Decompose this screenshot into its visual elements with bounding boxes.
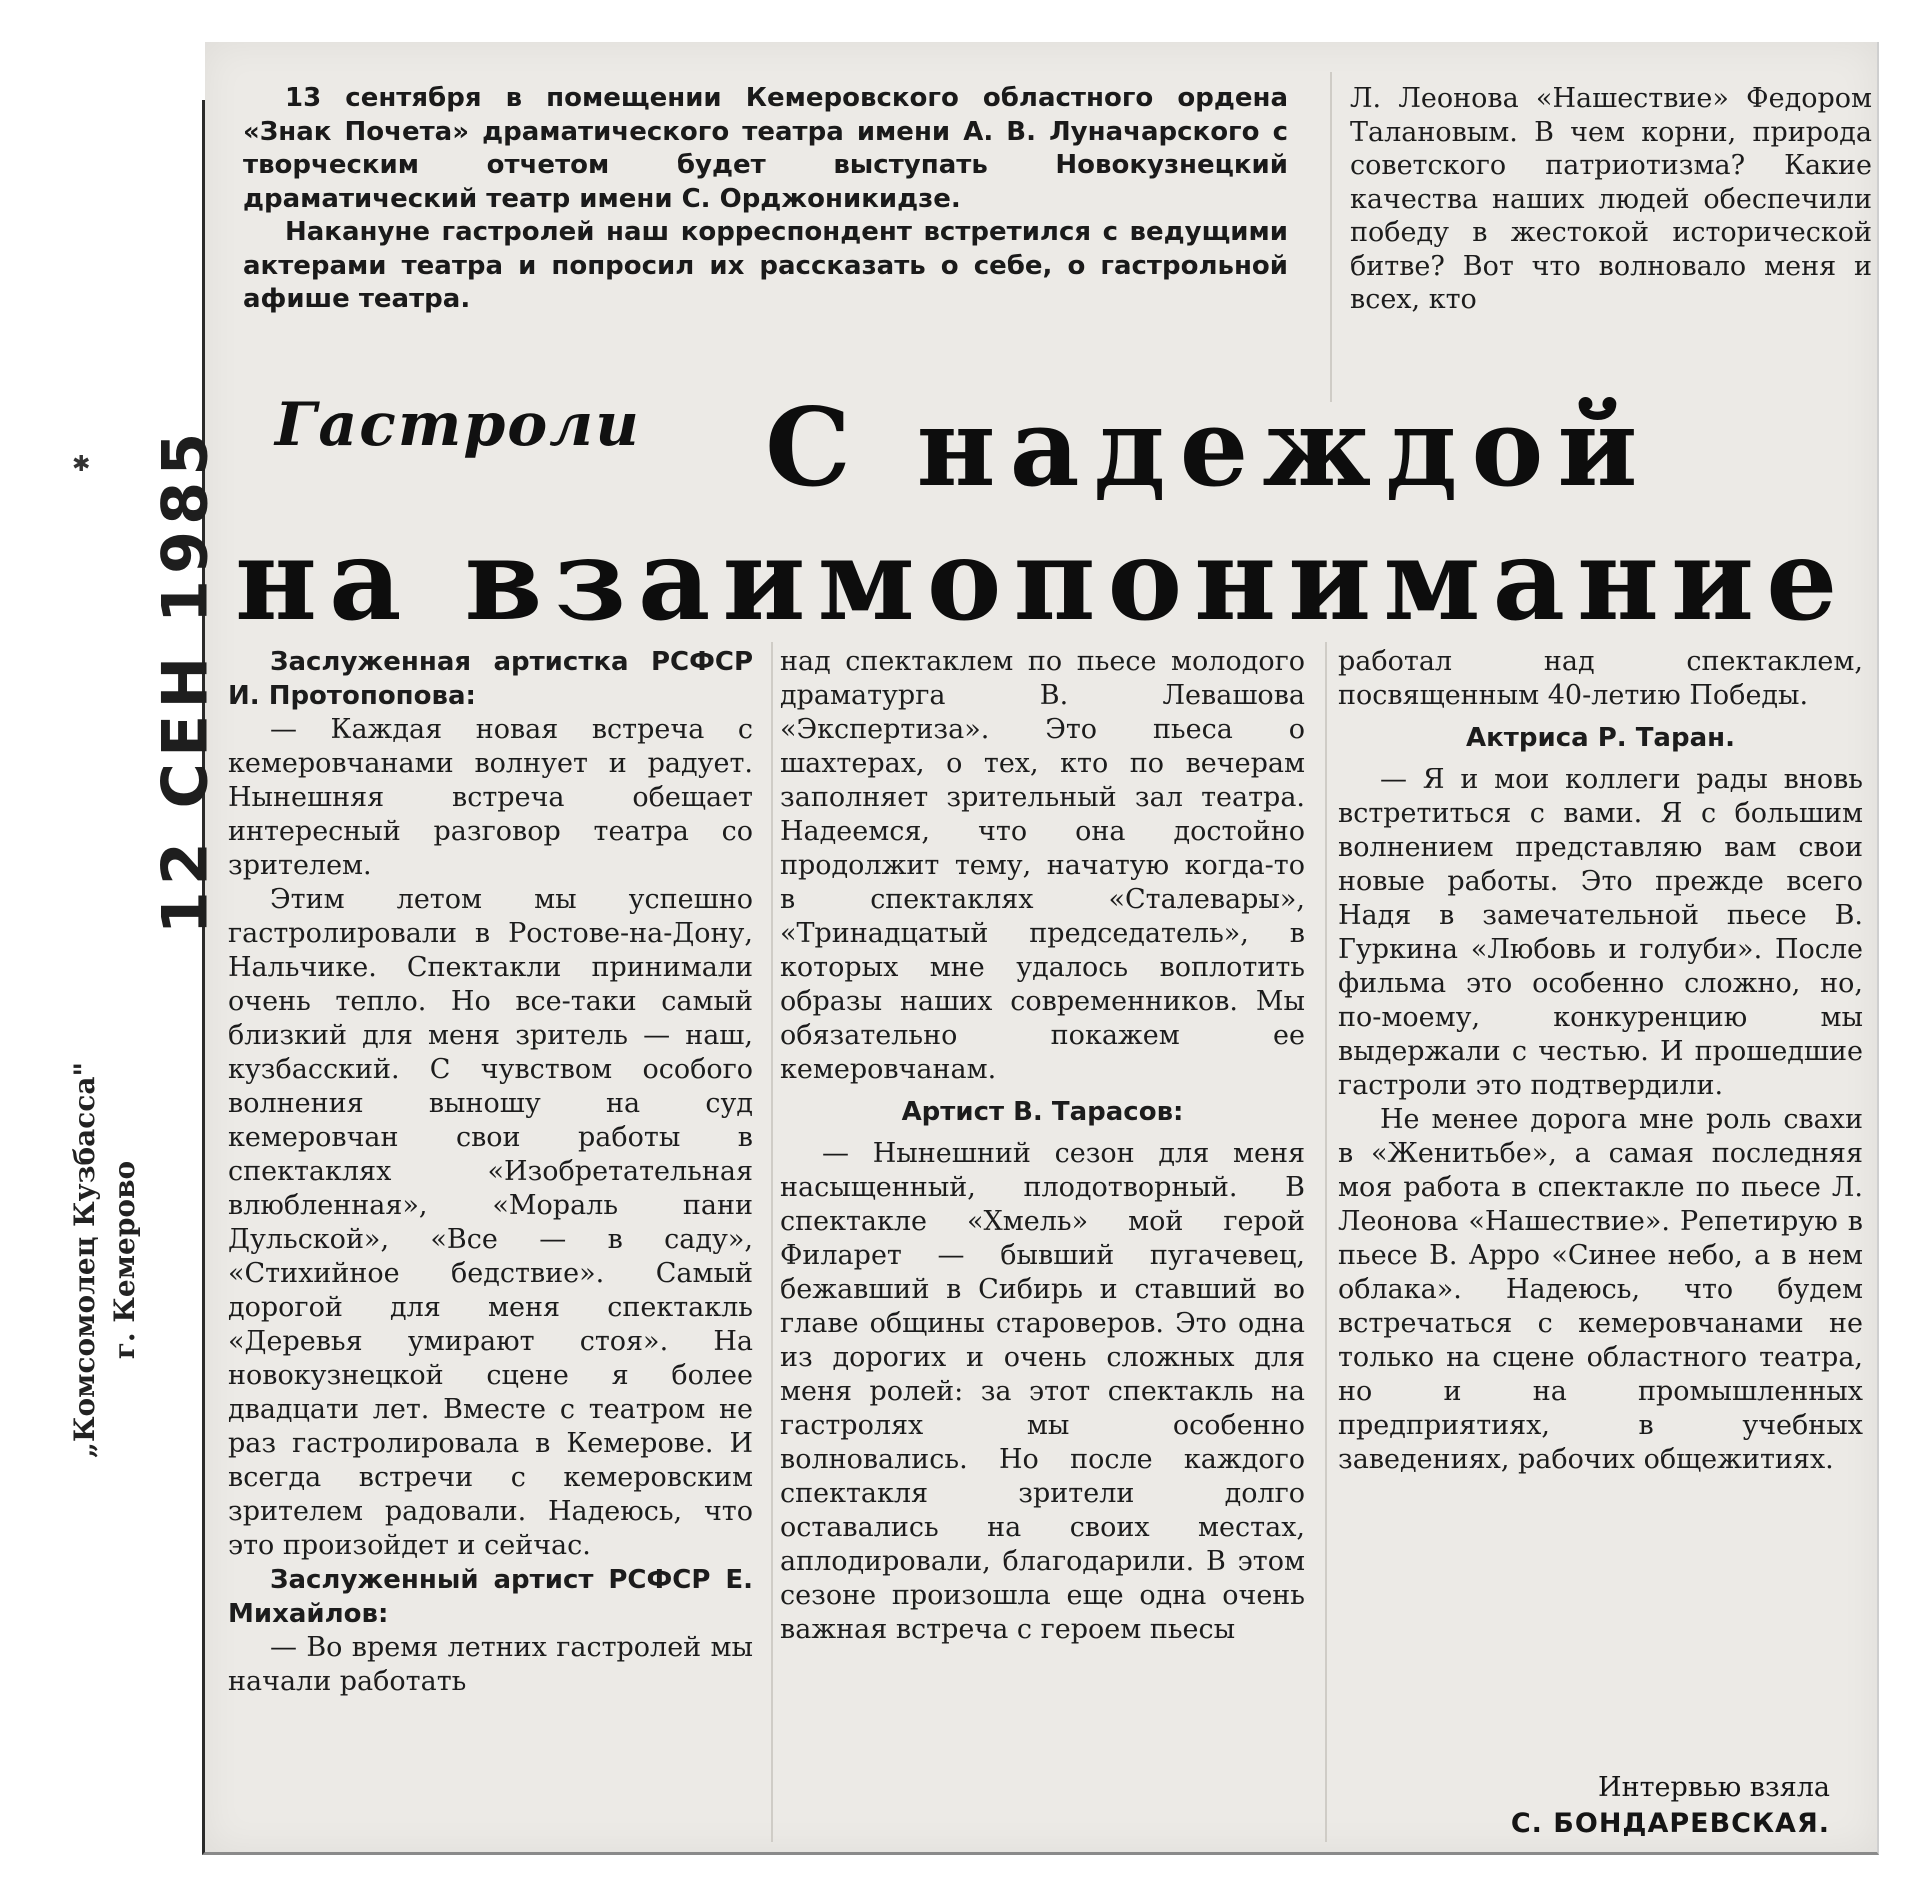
article-paragraph: — Я и мои коллеги рады вновь встретиться с вами. Я с большим волнением представляю вам свои новые работы. Это прежде всего Надя в замечательной пьесе В. Гуркина «Любовь и голуби». После фильма это особенно сложно, но, по-моему, конкуренцию мы выдержали с честью. И прошедшие гастроли это подтвердили. [1338, 764, 1863, 1101]
rubric-label: Гастроли [275, 390, 641, 460]
article-paragraph: Этим летом мы успешно гастролировали в Ростове-на-Дону, Нальчике. Спектакли принимали очень тепло. Но все-таки самый близкий для меня зритель — наш, кузбасский. С чувством особого волнения выношу на суд кемеровчан свои работы в спектаклях «Изобретательная влюбленная», «Мораль пани Дульской», «Все — в саду», «Стихийное бедствие». Самый дорогой для меня спектакль «Деревья умирают стоя». На новокузнецкой сцене я более двадцати лет. Вместе с театром не раз гастролировала в Кемерове. И всегда встречи с кемеровским зрителем радовали. Надеюсь, что это произойдет и сейчас. [228, 884, 753, 1561]
date-stamp [148, 420, 222, 940]
byline [1400, 1770, 1830, 1842]
article-column-1 [228, 645, 753, 1699]
article-paragraph: — Во время летних гастролей мы начали работать [228, 1632, 753, 1697]
byline-name: С. БОНДАРЕВСКАЯ. [1510, 1808, 1830, 1839]
speaker-heading: Актриса Р. Таран. [1466, 723, 1735, 753]
intro-lead [243, 82, 1288, 317]
source-stamp-newspaper: „Комсомолец Кузбасса" [68, 1061, 102, 1459]
top-right-column [1350, 82, 1872, 317]
byline-label: Интервью взяла [1598, 1772, 1830, 1803]
date-stamp-text: 12 СЕН 1985 [148, 426, 222, 934]
headline-line-2: на взаимопонимание [235, 515, 1850, 646]
speaker-heading: Заслуженный артист РСФСР Е. Михайлов: [228, 1565, 753, 1629]
article-paragraph: — Нынешний сезон для меня насыщенный, плодотворный. В спектакле «Хмель» мой герой Филарет — бывший пугачевец, бежавший в Сибирь и ставший во главе общины староверов. Это одна из дорогих и очень сложных для меня ролей: за этот спектакль на гастролях мы особенно волновались. Но после каждого спектакля зрители долго оставались на своих местах, аплодировали, благодарили. В этом сезоне произошла еще одна очень важная встреча с героем пьесы [780, 1138, 1305, 1645]
source-stamp [60, 1000, 150, 1520]
intro-paragraph: Накануне гастролей наш корреспондент встретился с ведущими актерами театра и попросил их рассказать о себе, о гастрольной афише театра. [243, 217, 1288, 314]
headline-line-1: С надеждой [765, 385, 1652, 511]
article-column-3 [1338, 645, 1863, 1477]
speaker-heading: Артист В. Тарасов: [901, 1097, 1184, 1127]
column-text: Л. Леонова «Нашествие» Федором Талановым. В чем корни, природа советского патриотизма? Какие качества наших людей обеспечили победу в жестокой исторической битве? Вот что волновало меня и всех, кто [1350, 83, 1872, 315]
article-paragraph: — Каждая новая встреча с кемеровчанами волнует и радует. Нынешняя встреча обещает интересный разговор театра со зрителем. [228, 714, 753, 881]
speaker-heading: Заслуженная артистка РСФСР И. Протопопова: [228, 647, 753, 711]
article-column-2 [780, 645, 1305, 1647]
column-divider [771, 642, 773, 1842]
article-paragraph: над спектаклем по пьесе молодого драматурга В. Левашова «Экспертиза». Это пьеса о шахтерах, о тех, кто по вечерам заполняет зрительный зал театра. Надеемся, что она достойно продолжит тему, начатую когда-то в спектаклях «Сталевары», «Тринадцатый председатель», в которых мне удалось воплотить образы наших современников. Мы обязательно покажем ее кемеровчанам. [780, 646, 1305, 1085]
column-divider [1330, 72, 1332, 402]
stamp-mark: ✱ [72, 452, 91, 477]
article-paragraph: Не менее дорога мне роль свахи в «Женитьбе», а самая последняя моя работа в спектакле по пьесе Л. Леонова «Нашествие». Репетирую в пьесе В. Арро «Синее небо, а в нем облака». Надеюсь, что будем встречаться с кемеровчанами не только на сцене областного театра, но и на промышленных предприятиях, в учебных заведениях, рабочих общежитиях. [1338, 1104, 1863, 1475]
source-stamp-city: г. Кемерово [108, 1160, 142, 1360]
article-paragraph: работал над спектаклем, посвященным 40-летию Победы. [1338, 646, 1863, 711]
column-divider [1325, 642, 1327, 1842]
intro-paragraph: 13 сентября в помещении Кемеровского областного ордена «Знак Почета» драматического театра имени А. В. Луначарского с творческим отчетом будет выступать Новокузнецкий драматический театр имени С. Орджоникидзе. [243, 83, 1288, 214]
